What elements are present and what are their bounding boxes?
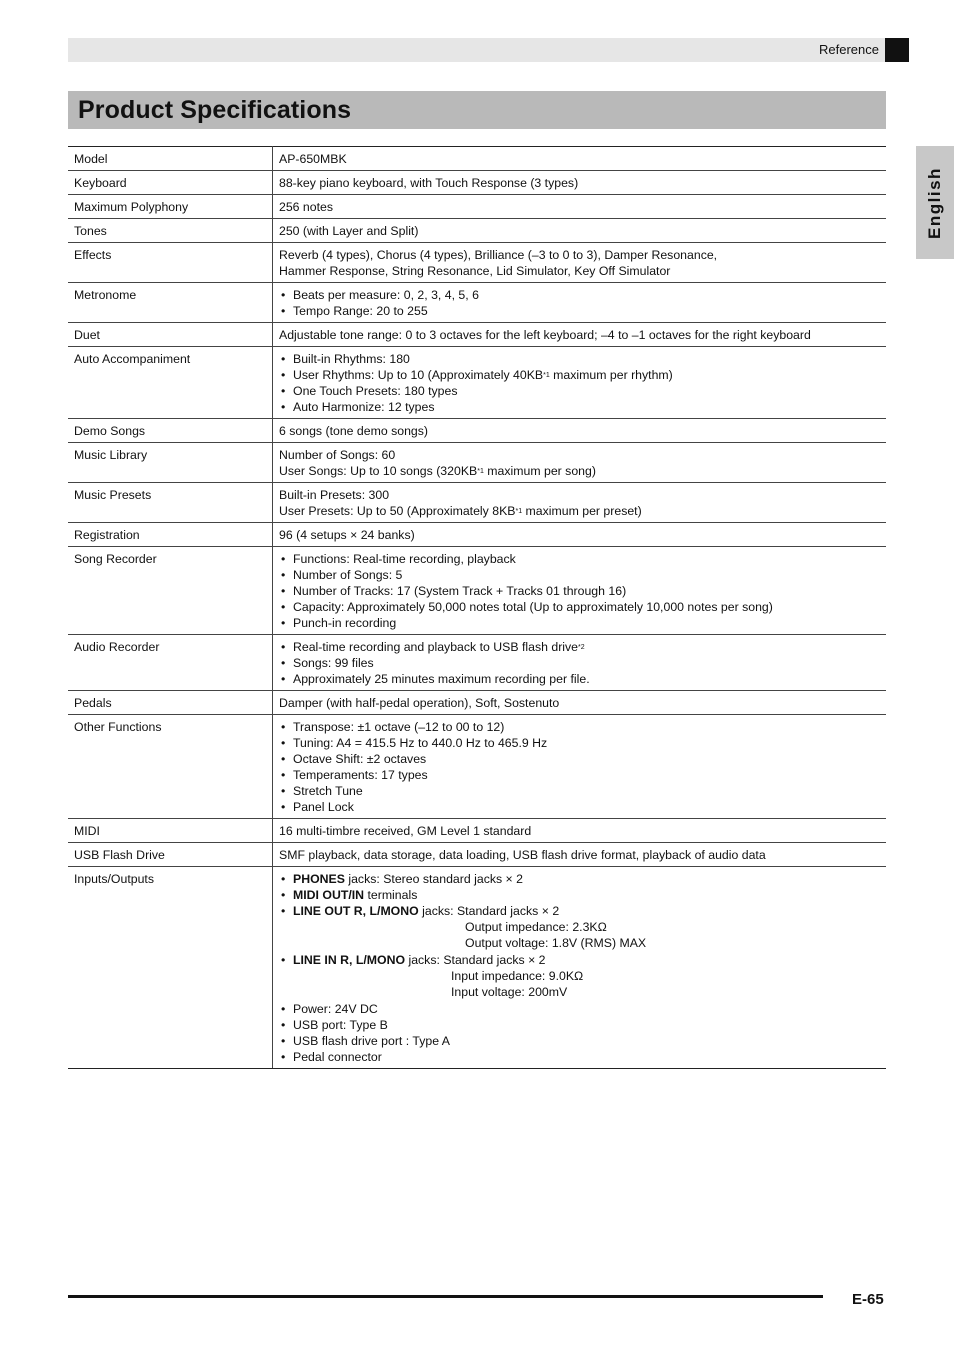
spec-text: User Songs: Up to 10 songs (320KB: [279, 464, 478, 478]
spec-label: Maximum Polyphony: [68, 195, 273, 219]
sub-line: Output impedance: 2.3KΩ: [465, 920, 607, 934]
table-row: [68, 483, 886, 523]
bullet-item: • Power: 24V DC: [279, 1001, 880, 1017]
spec-label: Inputs/Outputs: [68, 867, 273, 1069]
bullet-text: User Rhythms: Up to 10 (Approximately 40KB: [293, 368, 544, 382]
spec-value: [273, 547, 887, 635]
table-row: [68, 547, 886, 635]
bullet-bold: LINE IN R, L/MONO: [293, 953, 406, 967]
spec-value: AP-650MBK: [273, 147, 887, 171]
spec-label: Duet: [68, 323, 273, 347]
spec-line: [279, 503, 880, 519]
bullet-item: • Temperaments: 17 types: [279, 767, 880, 783]
table-row: [68, 323, 886, 347]
bullet-item: • Pedal connector: [279, 1049, 880, 1065]
spec-label: Song Recorder: [68, 547, 273, 635]
table-row: [68, 283, 886, 323]
table-row: [68, 867, 886, 1069]
bullet-text: jacks: Stereo standard jacks × 2: [344, 872, 523, 886]
spec-value: [273, 483, 887, 523]
table-row: [68, 819, 886, 843]
page-title: Product Specifications: [78, 96, 352, 124]
spec-text: maximum per song): [483, 464, 596, 478]
bullet-text: jacks:: [418, 904, 457, 918]
bullet-item: • Capacity: Approximately 50,000 notes total (Up to approximately 10,000 notes per song): [279, 599, 880, 615]
sub-line: Output voltage: 1.8V (RMS) MAX: [465, 936, 647, 950]
spec-label: Effects: [68, 243, 273, 283]
sub-line: Input voltage: 200mV: [451, 985, 568, 999]
bullet-item: • Stretch Tune: [279, 783, 880, 799]
bullet-text: Standard jacks × 2: [456, 904, 560, 918]
bullet-item: • Songs: 99 files: [279, 655, 880, 671]
table-row: [68, 219, 886, 243]
spec-label: Pedals: [68, 691, 273, 715]
spec-value: SMF playback, data storage, data loading, USB flash drive format, playback of audio data: [273, 843, 887, 867]
language-tab: [916, 146, 954, 259]
table-row: [68, 419, 886, 443]
section-label: Reference: [819, 42, 879, 57]
spec-value: 256 notes: [273, 195, 887, 219]
header-bar: [68, 38, 885, 62]
bullet-item: [279, 367, 880, 383]
footnote-ref: *2: [578, 644, 585, 651]
spec-value: [273, 867, 887, 1069]
bullet-text: maximum per rhythm): [549, 368, 673, 382]
spec-value: 16 multi-timbre received, GM Level 1 standard: [273, 819, 887, 843]
bullet-text: Real-time recording and playback to USB flash drive: [293, 640, 579, 654]
spec-label: Audio Recorder: [68, 635, 273, 691]
bullet-item: [279, 871, 880, 887]
bullet-item: • Octave Shift: ±2 octaves: [279, 751, 880, 767]
bullet-item: • Tempo Range: 20 to 255: [279, 303, 880, 319]
spec-value: 96 (4 setups × 24 banks): [273, 523, 887, 547]
title-bar: [68, 91, 886, 129]
spec-label: Demo Songs: [68, 419, 273, 443]
bullet-item: • Tuning: A4 = 415.5 Hz to 440.0 Hz to 465.9 Hz: [279, 735, 880, 751]
table-row: [68, 691, 886, 715]
table-row: [68, 635, 886, 691]
footnote-ref: *1: [515, 508, 523, 515]
spec-text: maximum per preset): [522, 504, 642, 518]
spec-label: Music Presets: [68, 483, 273, 523]
spec-value: [273, 283, 887, 323]
bullet-item: [279, 952, 880, 968]
spec-text: User Presets: Up to 50 (Approximately 8KB: [279, 504, 516, 518]
bullet-item: • Built-in Rhythms: 180: [279, 351, 880, 367]
bullet-item: • Beats per measure: 0, 2, 3, 4, 5, 6: [279, 287, 880, 303]
footnote-ref: *1: [543, 372, 550, 379]
table-row: [68, 171, 886, 195]
spec-label: MIDI: [68, 819, 273, 843]
spec-label: Metronome: [68, 283, 273, 323]
bullet-bold: PHONES: [293, 872, 345, 886]
bullet-item: • Panel Lock: [279, 799, 880, 815]
spec-table: [68, 146, 886, 1069]
bullet-item: • Number of Songs: 5: [279, 567, 880, 583]
bullet-item: • Approximately 25 minutes maximum recording per file.: [279, 671, 880, 687]
spec-label: USB Flash Drive: [68, 843, 273, 867]
spec-value: 6 songs (tone demo songs): [273, 419, 887, 443]
page-number: E-65: [852, 1291, 884, 1308]
spec-value: [273, 715, 887, 819]
bullet-item: • USB flash drive port : Type A: [279, 1033, 880, 1049]
sub-line: Input impedance: 9.0KΩ: [451, 969, 584, 983]
spec-label: Registration: [68, 523, 273, 547]
header-marker-block: [885, 38, 909, 62]
spec-value: [273, 243, 887, 283]
table-row: [68, 195, 886, 219]
footnote-ref: *1: [477, 468, 484, 475]
spec-value: [273, 443, 887, 483]
spec-line: Number of Songs: 60: [279, 448, 396, 462]
bullet-item: [279, 887, 880, 903]
spec-label: Keyboard: [68, 171, 273, 195]
spec-line: Hammer Response, String Resonance, Lid Simulator, Key Off Simulator: [279, 264, 671, 278]
bullet-text: jacks:: [405, 953, 444, 967]
bullet-item: • Functions: Real-time recording, playback: [279, 551, 880, 567]
table-row: [68, 243, 886, 283]
spec-line: Reverb (4 types), Chorus (4 types), Brilliance (–3 to 0 to 3), Damper Resonance,: [279, 248, 718, 262]
spec-value: 88-key piano keyboard, with Touch Response (3 types): [273, 171, 887, 195]
table-row: [68, 443, 886, 483]
bullet-bold: MIDI OUT/IN: [293, 888, 365, 902]
bullet-item: • Punch-in recording: [279, 615, 880, 631]
spec-label: Other Functions: [68, 715, 273, 819]
spec-value: [273, 635, 887, 691]
bullet-item: • Transpose: ±1 octave (–12 to 00 to 12): [279, 719, 880, 735]
language-tab-label: English: [925, 166, 944, 239]
bullet-item: [279, 903, 880, 919]
table-row: [68, 523, 886, 547]
bullet-item: [279, 639, 880, 655]
spec-value: Adjustable tone range: 0 to 3 octaves for the left keyboard; –4 to –1 octaves for the right keyboard: [273, 323, 887, 347]
spec-value: Damper (with half-pedal operation), Soft, Sostenuto: [273, 691, 887, 715]
footer-rule: [68, 1295, 823, 1298]
spec-value: 250 (with Layer and Split): [273, 219, 887, 243]
spec-label: Auto Accompaniment: [68, 347, 273, 419]
table-row: [68, 715, 886, 819]
bullet-item: • USB port: Type B: [279, 1017, 880, 1033]
spec-label: Tones: [68, 219, 273, 243]
spec-value: [273, 347, 887, 419]
bullet-item: • Auto Harmonize: 12 types: [279, 399, 880, 415]
spec-label: Music Library: [68, 443, 273, 483]
table-row: [68, 147, 886, 171]
bullet-bold: LINE OUT R, L/MONO: [293, 904, 419, 918]
bullet-item: • Number of Tracks: 17 (System Track + Tracks 01 through 16): [279, 583, 880, 599]
table-row: [68, 843, 886, 867]
bullet-item: • One Touch Presets: 180 types: [279, 383, 880, 399]
bullet-text: terminals: [364, 888, 418, 902]
spec-label: Model: [68, 147, 273, 171]
spec-line: Built-in Presets: 300: [279, 488, 390, 502]
table-row: [68, 347, 886, 419]
spec-line: [279, 463, 880, 479]
bullet-text: Standard jacks × 2: [443, 953, 546, 967]
